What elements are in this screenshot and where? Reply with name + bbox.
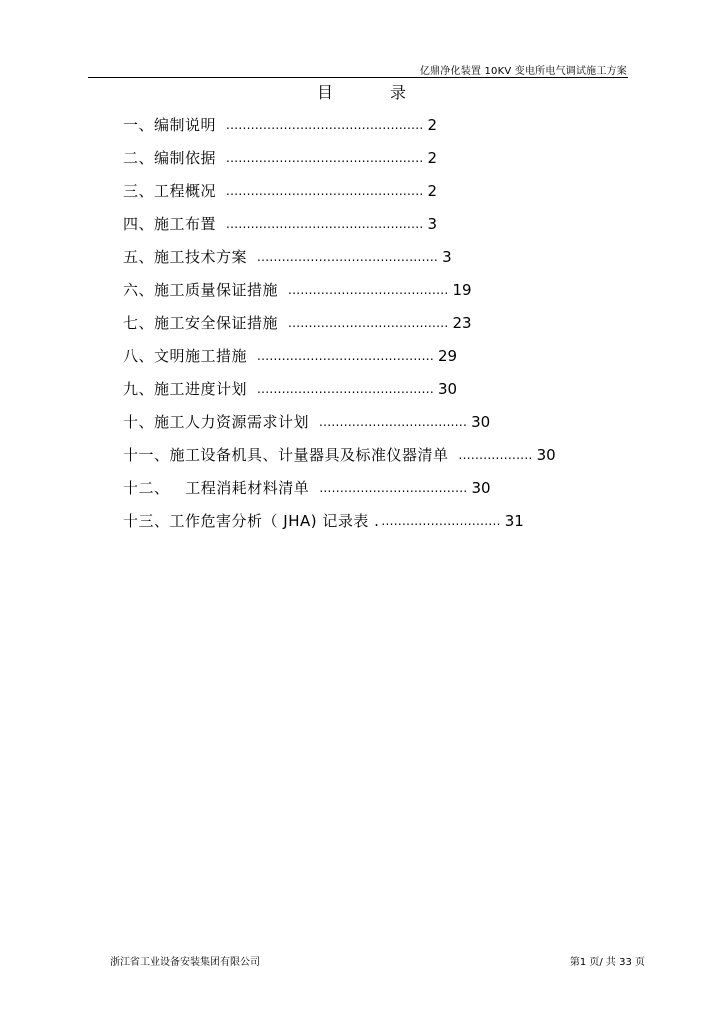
toc-entry-leader: ........................................... xyxy=(257,382,434,396)
toc-entry-page: 30 xyxy=(536,446,556,464)
toc-entry-page: 2 xyxy=(427,182,438,200)
toc-entry-leader: .................. xyxy=(458,448,533,462)
toc-entry-label: 十三、工作危害分析（ JHA) 记录表 . xyxy=(123,512,380,530)
toc-entry-leader: ................................................ xyxy=(226,151,424,165)
toc-entry-page: 2 xyxy=(427,116,438,134)
toc-entry-label: 四、施工布置 xyxy=(123,215,217,233)
toc-entry-leader: ............................. xyxy=(381,514,501,528)
toc-entry-page: 30 xyxy=(471,413,491,431)
toc-entry-page: 29 xyxy=(437,347,458,365)
toc-entry-label: 七、施工安全保证措施 xyxy=(123,314,279,332)
toc-entry-page: 30 xyxy=(437,380,458,398)
toc-entry[interactable] xyxy=(123,445,556,465)
toc-entry-page: 30 xyxy=(471,479,491,497)
toc-entry-leader: ....................................... xyxy=(288,283,449,297)
toc-entry-page: 3 xyxy=(427,215,438,233)
footer-company-name: 浙江省工业设备安装集团有限公司 xyxy=(110,957,260,968)
footer-page-number: 第1 页/ 共 33 页 xyxy=(569,957,645,968)
toc-entry-page: 3 xyxy=(442,248,452,266)
header-divider xyxy=(88,77,628,78)
document-header-title: 亿鼎净化装置 10KV 变电所电气调试施工方案 xyxy=(419,66,627,77)
toc-entry-leader: ....................................... xyxy=(288,316,449,330)
toc-entry-leader: ................................................ xyxy=(226,184,424,198)
toc-entry-leader: ................................................ xyxy=(226,118,424,132)
toc-entry-label: 三、工程概况 xyxy=(123,182,217,200)
toc-entry-leader: ............................................ xyxy=(257,250,439,264)
toc-entry[interactable] xyxy=(123,412,490,432)
toc-entry-label: 九、施工进度计划 xyxy=(123,380,248,398)
toc-entry-label: 一、编制说明 xyxy=(123,116,217,134)
toc-entry-label: 二、编制依据 xyxy=(123,149,217,167)
toc-entry[interactable] xyxy=(123,280,472,300)
toc-entry-page: 19 xyxy=(452,281,472,299)
toc-entry[interactable] xyxy=(123,379,457,399)
toc-entry-label: 六、施工质量保证措施 xyxy=(123,281,279,299)
toc-entry-leader: ................................................ xyxy=(226,217,424,231)
toc-entry[interactable] xyxy=(123,214,437,234)
toc-entry-leader: .................................... xyxy=(319,481,468,495)
toc-entry[interactable] xyxy=(123,478,491,498)
toc-entry-leader: ........................................... xyxy=(257,349,434,363)
toc-entry-label: 十二、 工程消耗材料清单 xyxy=(123,479,310,497)
toc-entry[interactable] xyxy=(123,115,437,135)
toc-entry-label: 十、施工人力资源需求计划 xyxy=(123,413,310,431)
toc-entry-label: 五、施工技术方案 xyxy=(123,248,248,266)
toc-entry-label: 十一、施工设备机具、计量器具及标准仪器清单 xyxy=(123,446,449,464)
toc-entry[interactable] xyxy=(123,511,524,531)
toc-entry-leader: .................................... xyxy=(319,415,468,429)
toc-entry[interactable] xyxy=(123,313,472,333)
toc-entry-page: 31 xyxy=(504,512,524,530)
toc-entry-page: 23 xyxy=(452,314,472,332)
toc-title: 目 录 xyxy=(316,83,433,102)
toc-entry-label: 八、文明施工措施 xyxy=(123,347,248,365)
toc-entry[interactable] xyxy=(123,181,437,201)
toc-entry[interactable] xyxy=(123,247,452,267)
toc-entry[interactable] xyxy=(123,148,437,168)
toc-entry-page: 2 xyxy=(427,149,438,167)
toc-entry[interactable] xyxy=(123,346,457,366)
